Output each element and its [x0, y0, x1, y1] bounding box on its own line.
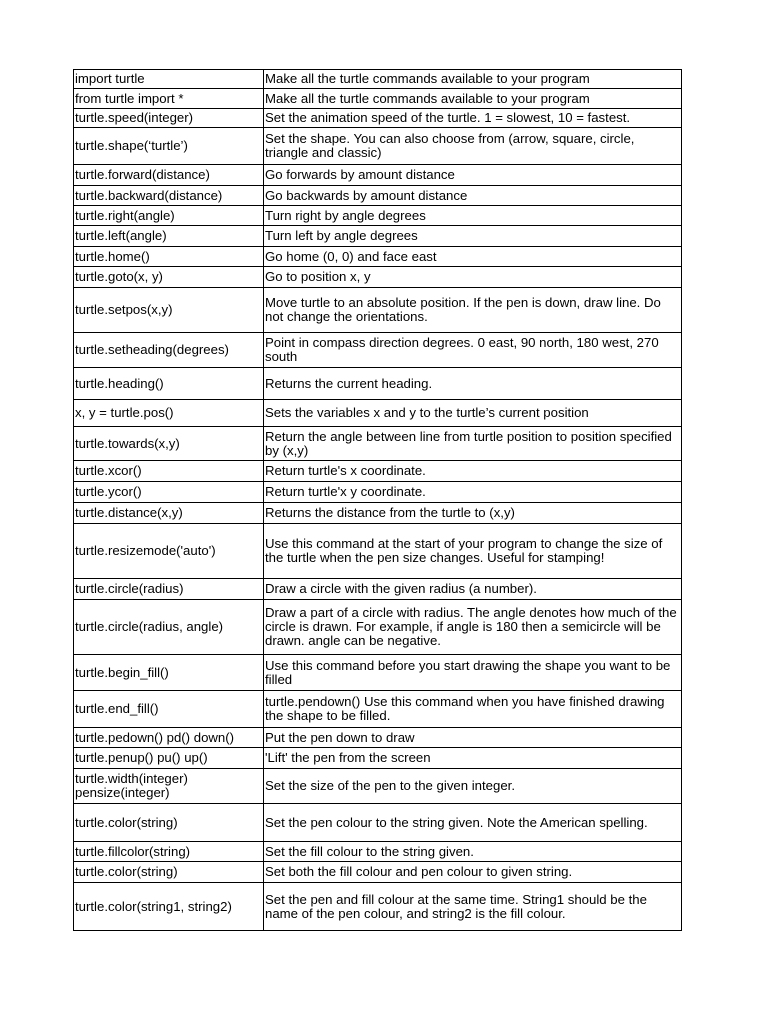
table-row: [74, 883, 682, 931]
table-body: [74, 70, 682, 931]
command-cell: turtle.color(string): [74, 862, 264, 883]
description-cell: Make all the turtle commands available to your program: [264, 70, 682, 89]
command-cell: x, y = turtle.pos(): [74, 400, 264, 427]
command-cell: turtle.circle(radius): [74, 579, 264, 600]
description-cell: Go forwards by amount distance: [264, 165, 682, 186]
command-cell: turtle.resizemode('auto'): [74, 524, 264, 579]
description-cell: Put the pen down to draw: [264, 728, 682, 748]
description-cell: Use this command at the start of your program to change the size of the turtle when the pen size changes. Useful for stamping!: [264, 524, 682, 579]
turtle-commands-table: [73, 69, 682, 931]
description-cell: Set the animation speed of the turtle. 1 = slowest, 10 = fastest.: [264, 109, 682, 128]
table-row: [74, 862, 682, 883]
description-cell: Go backwards by amount distance: [264, 186, 682, 206]
table-row: [74, 769, 682, 804]
description-cell: Go home (0, 0) and face east: [264, 247, 682, 267]
command-cell: turtle.fillcolor(string): [74, 842, 264, 862]
command-cell: turtle.width(integer) pensize(integer): [74, 769, 264, 804]
description-cell: Point in compass direction degrees. 0 east, 90 north, 180 west, 270 south: [264, 333, 682, 368]
description-cell: Returns the distance from the turtle to (x,y): [264, 503, 682, 524]
command-cell: turtle.pedown() pd() down(): [74, 728, 264, 748]
description-cell: Make all the turtle commands available to your program: [264, 89, 682, 109]
table-row: [74, 503, 682, 524]
table-row: [74, 109, 682, 128]
table-row: [74, 70, 682, 89]
command-cell: turtle.right(angle): [74, 206, 264, 226]
table-row: [74, 691, 682, 728]
table-row: [74, 267, 682, 288]
description-cell: Set the pen and fill colour at the same time. String1 should be the name of the pen colour, and string2 is the fill colour.: [264, 883, 682, 931]
table-row: [74, 128, 682, 165]
command-cell: turtle.xcor(): [74, 461, 264, 482]
description-cell: Use this command before you start drawing the shape you want to be filled: [264, 655, 682, 691]
command-cell: turtle.backward(distance): [74, 186, 264, 206]
command-cell: turtle.home(): [74, 247, 264, 267]
description-cell: Return turtle's x coordinate.: [264, 461, 682, 482]
command-cell: turtle.forward(distance): [74, 165, 264, 186]
table-row: [74, 247, 682, 267]
table-row: [74, 288, 682, 333]
table-row: [74, 400, 682, 427]
table-row: [74, 728, 682, 748]
command-cell: turtle.color(string): [74, 804, 264, 842]
command-cell: turtle.towards(x,y): [74, 427, 264, 461]
command-cell: turtle.end_fill(): [74, 691, 264, 728]
description-cell: Move turtle to an absolute position. If the pen is down, draw line. Do not change the orientations.: [264, 288, 682, 333]
description-cell: Set the size of the pen to the given integer.: [264, 769, 682, 804]
table-row: [74, 186, 682, 206]
table-row: [74, 368, 682, 400]
table-row: [74, 333, 682, 368]
command-cell: from turtle import *: [74, 89, 264, 109]
command-cell: turtle.begin_fill(): [74, 655, 264, 691]
command-cell: turtle.shape(‘turtle’): [74, 128, 264, 165]
description-cell: Sets the variables x and y to the turtle’s current position: [264, 400, 682, 427]
table-row: [74, 655, 682, 691]
description-cell: Set both the fill colour and pen colour to given string.: [264, 862, 682, 883]
command-cell: turtle.speed(integer): [74, 109, 264, 128]
table-row: [74, 427, 682, 461]
command-cell: turtle.goto(x, y): [74, 267, 264, 288]
description-cell: Return the angle between line from turtle position to position specified by (x,y): [264, 427, 682, 461]
description-cell: Set the fill colour to the string given.: [264, 842, 682, 862]
description-cell: Returns the current heading.: [264, 368, 682, 400]
description-cell: Turn left by angle degrees: [264, 226, 682, 247]
description-cell: turtle.pendown() Use this command when you have finished drawing the shape to be filled.: [264, 691, 682, 728]
table-row: [74, 600, 682, 655]
command-cell: turtle.heading(): [74, 368, 264, 400]
command-cell: turtle.left(angle): [74, 226, 264, 247]
description-cell: Draw a part of a circle with radius. The angle denotes how much of the circle is drawn. For example, if angle is 180 then a semicircle will be drawn. angle can be negative.: [264, 600, 682, 655]
table-row: [74, 579, 682, 600]
table-row: [74, 748, 682, 769]
command-cell: turtle.setheading(degrees): [74, 333, 264, 368]
table-row: [74, 226, 682, 247]
command-cell: turtle.penup() pu() up(): [74, 748, 264, 769]
table-row: [74, 804, 682, 842]
table-row: [74, 206, 682, 226]
command-cell: turtle.color(string1, string2): [74, 883, 264, 931]
command-cell: turtle.setpos(x,y): [74, 288, 264, 333]
table-row: [74, 482, 682, 503]
table-row: [74, 89, 682, 109]
table-row: [74, 165, 682, 186]
description-cell: Turn right by angle degrees: [264, 206, 682, 226]
description-cell: Return turtle'x y coordinate.: [264, 482, 682, 503]
command-cell: turtle.circle(radius, angle): [74, 600, 264, 655]
command-cell: turtle.ycor(): [74, 482, 264, 503]
description-cell: Draw a circle with the given radius (a number).: [264, 579, 682, 600]
table-row: [74, 524, 682, 579]
command-cell: import turtle: [74, 70, 264, 89]
table-row: [74, 842, 682, 862]
description-cell: Set the pen colour to the string given. Note the American spelling.: [264, 804, 682, 842]
description-cell: Go to position x, y: [264, 267, 682, 288]
table-row: [74, 461, 682, 482]
description-cell: Set the shape. You can also choose from (arrow, square, circle, triangle and classic): [264, 128, 682, 165]
description-cell: 'Lift' the pen from the screen: [264, 748, 682, 769]
command-cell: turtle.distance(x,y): [74, 503, 264, 524]
